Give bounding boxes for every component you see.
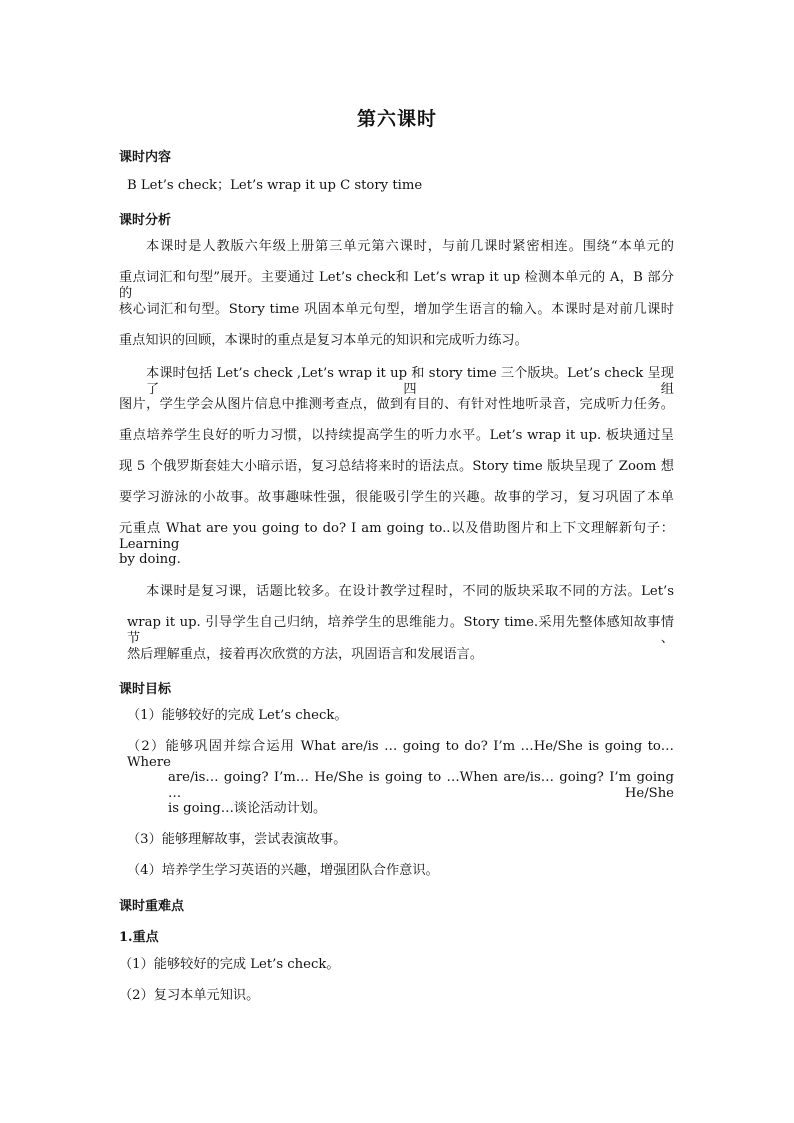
analysis-line: 本课时是复习课，话题比较多。在设计教学过程时，不同的版块采取不同的方法。Let’s xyxy=(146,584,674,599)
key-point-item: （2）复习本单元知识。 xyxy=(119,988,260,1003)
analysis-line: 现 5 个俄罗斯套娃大小暗示语，复习总结将来时的语法点。Story time 版块呈现了 Zoom 想 xyxy=(119,459,674,474)
analysis-line: 本课时包括 Let’s check ,Let’s wrap it up 和 story time 三个版块。Let’s check 呈现了四组 xyxy=(146,366,674,397)
analysis-line: 元重点 What are you going to do? I am going to..以及借助图片和上下文理解新句子：Learning xyxy=(119,521,674,552)
analysis-line: 核心词汇和句型。Story time 巩固本单元句型，增加学生语言的输入。本课时是对前几课时 xyxy=(119,302,674,317)
page-title: 第六课时 xyxy=(356,108,437,130)
analysis-line: wrap it up. 引导学生自己归纳，培养学生的思维能力。Story time.采用先整体感知故事情节、 xyxy=(127,615,674,646)
heading-lesson-content: 课时内容 xyxy=(119,150,172,165)
objective-item: are/is… going? I’m… He/She is going to …When are/is… going? I’m going … He/She xyxy=(168,770,674,801)
objective-item: （1）能够较好的完成 Let’s check。 xyxy=(127,708,348,723)
heading-lesson-analysis: 课时分析 xyxy=(119,213,172,228)
lesson-content-text: B Let’s check；Let’s wrap it up C story time xyxy=(127,178,423,193)
analysis-line: 重点词汇和句型”展开。主要通过 Let’s check和 Let’s wrap it up 检测本单元的 A，B 部分的 xyxy=(119,270,674,301)
objective-item: is going…谈论活动计划。 xyxy=(168,801,327,816)
analysis-line: 要学习游泳的小故事。故事趣味性强，很能吸引学生的兴趣。故事的学习，复习巩固了本单 xyxy=(119,490,674,505)
analysis-line: 然后理解重点，接着再次欣赏的方法，巩固语言和发展语言。 xyxy=(127,647,484,662)
objective-item: （3）能够理解故事，尝试表演故事。 xyxy=(127,832,347,847)
analysis-line: by doing. xyxy=(119,552,181,567)
analysis-line: 本课时是人教版六年级上册第三单元第六课时，与前几课时紧密相连。围绕“本单元的 xyxy=(146,239,674,254)
analysis-line: 重点培养学生良好的听力习惯，以持续提高学生的听力水平。Let’s wrap it up. 板块通过呈 xyxy=(119,428,674,443)
heading-key-difficulties: 课时重难点 xyxy=(119,899,185,914)
sub-heading-key-points: 1.重点 xyxy=(119,930,159,945)
analysis-line: 重点知识的回顾，本课时的重点是复习本单元的知识和完成听力练习。 xyxy=(119,333,528,348)
objective-item: （4）培养学生学习英语的兴趣，增强团队合作意识。 xyxy=(127,863,439,878)
key-point-item: （1）能够较好的完成 Let’s check。 xyxy=(119,957,340,972)
objective-item: （2）能够巩固并综合运用 What are/is … going to do? I’m …He/She is going to… Where xyxy=(127,739,674,770)
analysis-line: 图片，学生学会从图片信息中推测考查点，做到有目的、有针对性地听录音，完成听力任务。 xyxy=(119,397,674,412)
heading-lesson-objectives: 课时目标 xyxy=(119,682,172,697)
